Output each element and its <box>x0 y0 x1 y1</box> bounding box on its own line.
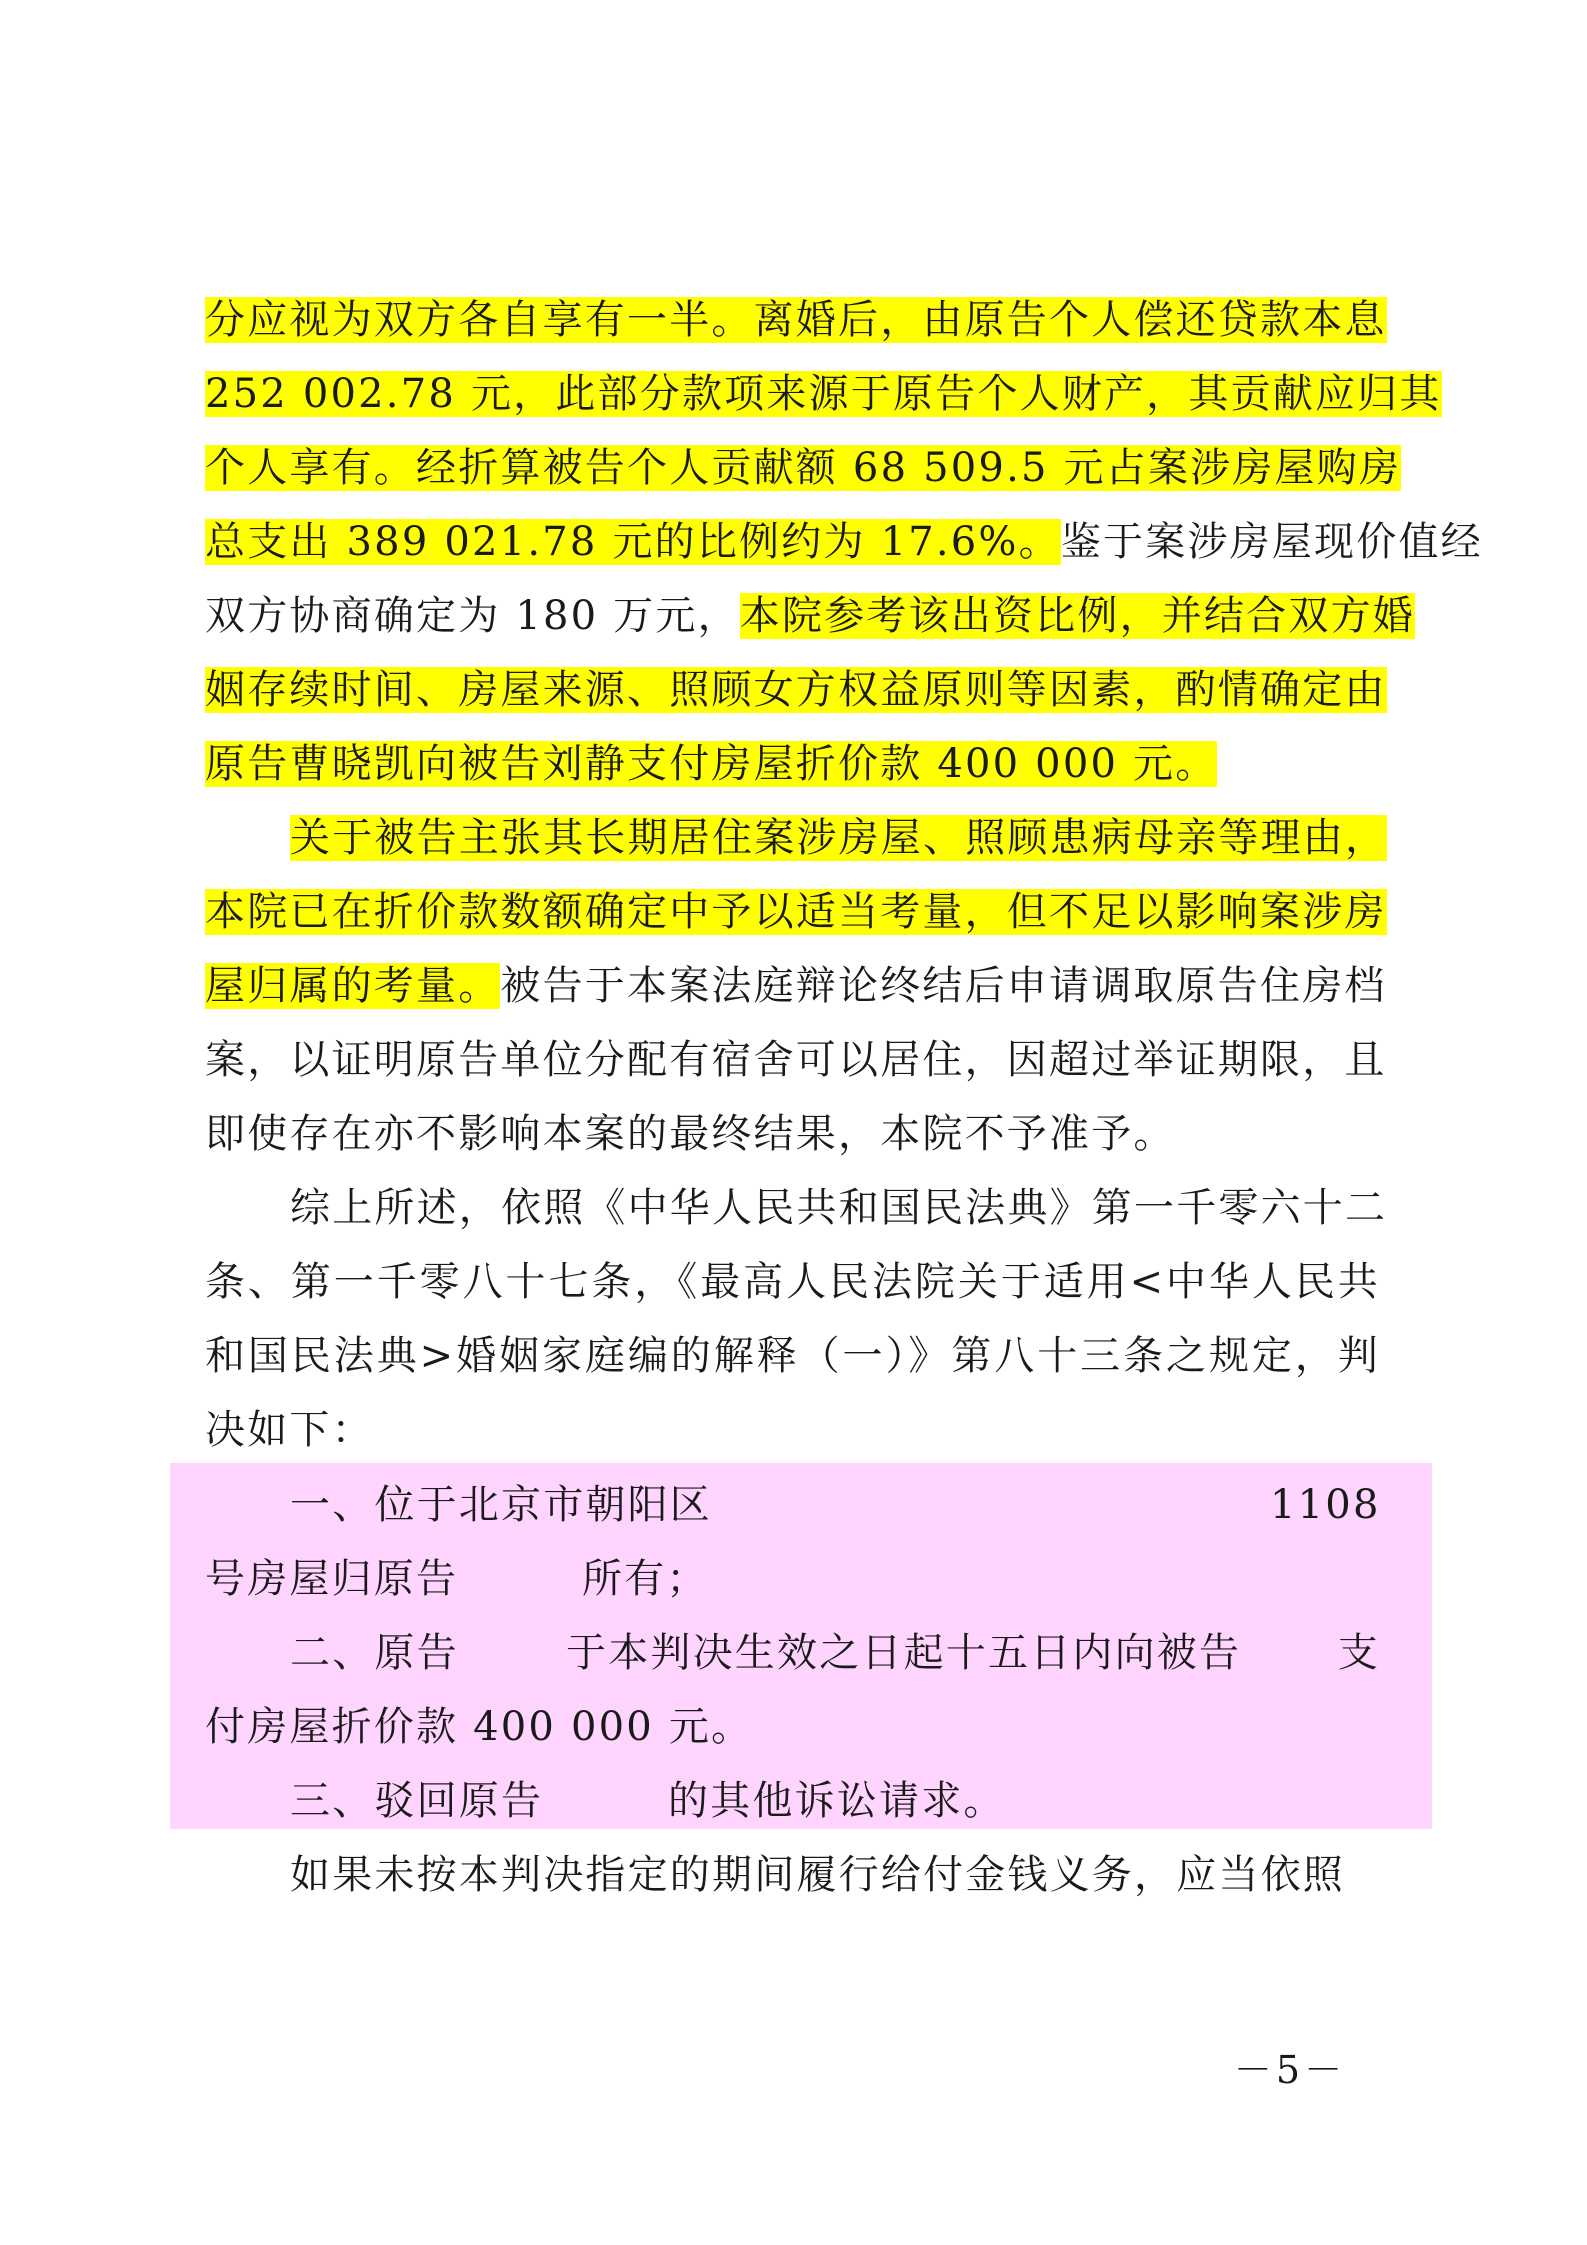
plain-text: 的其他诉讼请求。 <box>668 1778 1006 1824</box>
para1-line7 <box>205 727 1380 801</box>
plain-text: 1108 <box>1270 1482 1381 1528</box>
para4-line1 <box>290 1838 1380 1912</box>
para1-line1 <box>205 283 1387 357</box>
judgment-item3-line1 <box>290 1764 590 1838</box>
plain-text: 鉴于案涉房屋现价值经 <box>1060 519 1483 565</box>
para3-line2 <box>205 1245 1380 1319</box>
para1-line3 <box>205 431 1402 505</box>
para1-line2 <box>205 357 1442 431</box>
para2-line1 <box>290 801 1388 875</box>
judgment-item2-end <box>1320 1616 1380 1690</box>
plain-text: 案，以证明原告单位分配有宿舍可以居住，因超过举证期限，且 <box>205 1037 1387 1083</box>
judgment-item2-line2 <box>205 1690 1380 1764</box>
judgment-item3-tail <box>668 1764 1168 1838</box>
highlight: 关于被告主张其长期居住案涉房屋、照顾患病母亲等理由， <box>290 815 1388 861</box>
plain-text: 一、位于北京市朝阳区 <box>290 1482 712 1528</box>
plain-text: 综上所述，依照《中华人民共和国民法典》第一千零六十二 <box>290 1185 1388 1231</box>
judgment-item1-number <box>1270 1468 1380 1542</box>
plain-text: 如果未按本判决指定的期间履行给付金钱义务，应当依照 <box>290 1852 1345 1898</box>
highlight: 个人享有。经折算被告个人贡献额 68 509.5 元占案涉房屋购房 <box>205 445 1402 491</box>
plain-text: 所有； <box>582 1556 709 1602</box>
plain-text: 号房屋归原告 <box>205 1556 459 1602</box>
judgment-item1-line1 <box>290 1468 1380 1542</box>
judgment-item1-tail <box>582 1542 782 1616</box>
plain-text: 三、驳回原告 <box>290 1778 544 1824</box>
highlight: 原告曹晓凯向被告刘静支付房屋折价款 400 000 元。 <box>205 741 1218 787</box>
para2-line5 <box>205 1097 1380 1171</box>
judgment-item2-mid <box>566 1616 1266 1690</box>
para2-line2 <box>205 875 1387 949</box>
judgment-item1-line2 <box>205 1542 1380 1616</box>
plain-text: 支 <box>1337 1630 1380 1676</box>
highlight: 屋归属的考量。 <box>205 963 501 1009</box>
para1-line6 <box>205 653 1387 727</box>
highlight: 总支出 389 021.78 元的比例约为 17.6%。 <box>205 519 1061 565</box>
highlight: 本院已在折价款数额确定中予以适当考量，但不足以影响案涉房 <box>205 889 1387 935</box>
page-number: －5－ <box>1233 2048 1347 2092</box>
para1-line5 <box>205 579 1415 653</box>
highlight: 本院参考该出资比例，并结合双方婚 <box>739 593 1415 639</box>
highlight: 姻存续时间、房屋来源、照顾女方权益原则等因素，酌情确定由 <box>205 667 1387 713</box>
para3-line1 <box>290 1171 1388 1245</box>
judgment-item2-line1 <box>290 1616 490 1690</box>
plain-text: 被告于本案法庭辩论终结后申请调取原告住房档 <box>500 963 1387 1009</box>
plain-text: 二、原告 <box>290 1630 459 1676</box>
plain-text: 双方协商确定为 180 万元， <box>205 593 740 639</box>
plain-text: 条、第一千零八十七条，《最高人民法院关于适用<中华人民共 <box>205 1259 1380 1305</box>
plain-text: 决如下： <box>205 1407 374 1453</box>
para1-line4 <box>205 505 1483 579</box>
para3-line3 <box>205 1319 1380 1393</box>
plain-text: 付房屋折价款 400 000 元。 <box>205 1704 754 1750</box>
plain-text: 和国民法典>婚姻家庭编的解释（一）》第八十三条之规定，判 <box>205 1333 1380 1379</box>
highlight: 252 002.78 元，此部分款项来源于原告个人财产，其贡献应归其 <box>205 371 1442 417</box>
para3-line4 <box>205 1393 1380 1467</box>
plain-text: 于本判决生效之日起十五日内向被告 <box>566 1630 1242 1676</box>
highlight: 分应视为双方各自享有一半。离婚后，由原告个人偿还贷款本息 <box>205 297 1387 343</box>
para2-line3 <box>205 949 1387 1023</box>
plain-text: 即使存在亦不影响本案的最终结果，本院不予准予。 <box>205 1111 1176 1157</box>
para2-line4 <box>205 1023 1387 1097</box>
